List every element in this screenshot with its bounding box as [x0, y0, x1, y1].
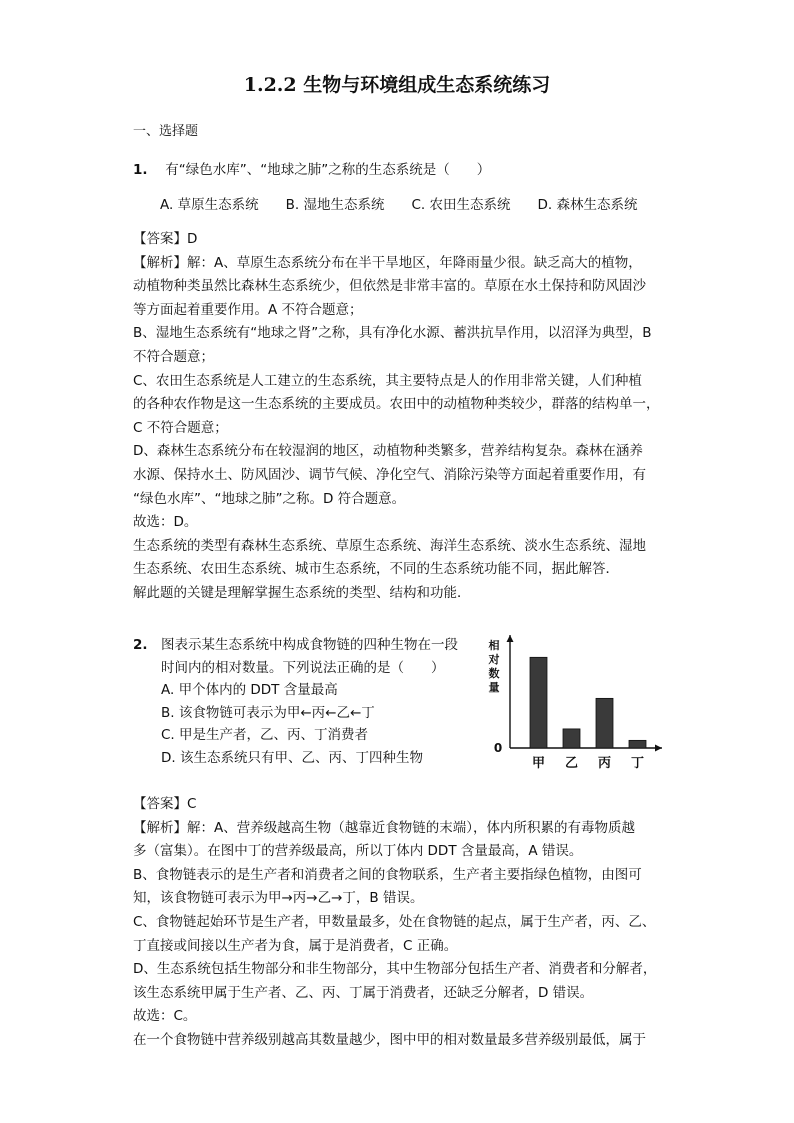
category-label: 乙: [564, 756, 579, 771]
analysis-line: 知，该食物链可表示为甲→丙→乙→丁，B 错误。: [133, 890, 424, 907]
analysis-line: 多（富集）。在图中丁的营养级最高，所以丁体内 DDT 含量最高，A 错误。: [133, 843, 583, 860]
answer: 【答案】D: [133, 231, 198, 247]
analysis-line: 丁直接或间接以生产者为食，属于是消费者，C 正确。: [133, 937, 458, 954]
option-a: A. 甲个体内的 DDT 含量最高: [161, 682, 338, 698]
section-heading: 一、选择题: [133, 124, 199, 139]
analysis-line: 水源、保持水土、防风固沙、调节气候、净化空气、消除污染等方面起着重要作用，有: [133, 466, 646, 483]
chart-bars: [530, 657, 646, 748]
analysis-line: 在一个食物链中营养级别越高其数量越少，图中甲的相对数量最多营养级别最低，属于: [133, 1031, 646, 1048]
question-number: 2.: [133, 637, 148, 653]
category-label: 甲: [531, 756, 546, 771]
analysis-line: C、食物链起始环节是生产者，甲数量最多，处在食物链的起点，属于生产者，丙、乙、: [133, 913, 656, 930]
origin-label: 0: [493, 741, 503, 755]
option-c: C. 甲是生产者，乙、丙、丁消费者: [161, 727, 369, 743]
question-stem-cont: 时间内的相对数量。下列说法正确的是（ ）: [161, 659, 445, 676]
analysis-line: 【解析】解：A、营养级越高生物（越靠近食物链的末端），体内所积累的有毒物质越: [133, 819, 635, 836]
chart-labels: [488, 638, 645, 771]
option-b: B. 该食物链可表示为甲←丙←乙←丁: [161, 704, 375, 721]
question-1-solution: [133, 228, 693, 606]
page-title: 1.2.2 生物与环境组成生态系统练习: [243, 74, 551, 96]
question-stem: 图表示某生态系统中构成食物链的四种生物在一段: [161, 637, 458, 653]
category-label: 丁: [630, 756, 645, 771]
option-d: D. 森林生态系统: [537, 197, 638, 213]
question-stem: 有“绿色水库”、“地球之肺”之称的生态系统是（ ）: [165, 162, 491, 178]
analysis-line: D、生态系统包括生物部分和非生物部分，其中生物部分包括生产者、消费者和分解者，: [133, 961, 657, 978]
y-axis-label-char: 量: [488, 681, 500, 694]
analysis-line: 生态系统的类型有森林生态系统、草原生态系统、海洋生态系统、淡水生态系统、湿地: [133, 537, 646, 554]
bar: [563, 729, 580, 748]
analysis-line: 故选：D。: [133, 514, 198, 531]
analysis-line: 解此题的关键是理解掌握生态系统的类型、结构和功能．: [133, 584, 471, 601]
answer: 【答案】C: [133, 796, 197, 812]
analysis-line: D、森林生态系统分布在较湿润的地区，动植物种类繁多，营养结构复杂。森林在涵养: [133, 443, 643, 460]
analysis-line: 生态系统、农田生态系统、城市生态系统，不同的生态系统功能不同，据此解答．: [133, 561, 619, 578]
analysis-line: C、农田生态系统是人工建立的生态系统，其主要特点是人的作用非常关键，人们种植: [133, 372, 642, 389]
option-b: B. 湿地生态系统: [285, 197, 385, 213]
bar-chart: [480, 630, 670, 775]
category-label: 丙: [597, 756, 612, 771]
analysis-line: 的各种农作物是这一生态系统的主要成员。农田中的动植物种类较少，群落的结构单一，: [133, 396, 660, 413]
analysis-line: B、食物链表示的是生产者和消费者之间的食物联系，生产者主要指绿色植物，由图可: [133, 866, 642, 883]
y-axis-label-char: 数: [488, 667, 500, 680]
bar: [629, 740, 646, 748]
question-2-solution: [133, 793, 693, 1053]
y-axis-label-char: 相: [488, 639, 500, 652]
question-2: [133, 634, 458, 769]
x-axis-arrow: [655, 745, 662, 752]
y-axis-label-char: 对: [488, 653, 500, 666]
analysis-line: 该生态系统甲属于生产者、乙、丙、丁属于消费者，还缺乏分解者，D 错误。: [133, 984, 594, 1001]
option-a: A. 草原生态系统: [160, 197, 259, 213]
y-axis-arrow: [507, 635, 514, 642]
analysis-line: B、湿地生态系统有“地球之肾”之称，具有净化水源、蓄洪抗旱作用，以沼泽为典型，B: [133, 325, 652, 342]
question-1: [133, 158, 490, 178]
analysis-line: 不符合题意；: [133, 348, 214, 365]
bar: [596, 698, 613, 748]
analysis-line: “绿色水库”、“地球之肺”之称。D 符合题意。: [133, 490, 406, 507]
analysis-line: C 不符合题意；: [133, 419, 228, 436]
question-1-options: [160, 193, 637, 213]
analysis-line: 【解析】解：A、草原生态系统分布在半干旱地区，年降雨量少很。缺乏高大的植物，: [133, 254, 642, 271]
analysis-line: 故选：C。: [133, 1008, 197, 1025]
option-c: C. 农田生态系统: [411, 197, 511, 213]
analysis-line: 等方面起着重要作用。A 不符合题意；: [133, 301, 363, 318]
question-number: 1.: [133, 162, 148, 178]
analysis-line: 动植物种类虽然比森林生态系统少，但依然是非常丰富的。草原在水土保持和防风固沙: [133, 278, 646, 295]
option-d: D. 该生态系统只有甲、乙、丙、丁四种生物: [161, 749, 423, 766]
bar: [530, 657, 547, 748]
